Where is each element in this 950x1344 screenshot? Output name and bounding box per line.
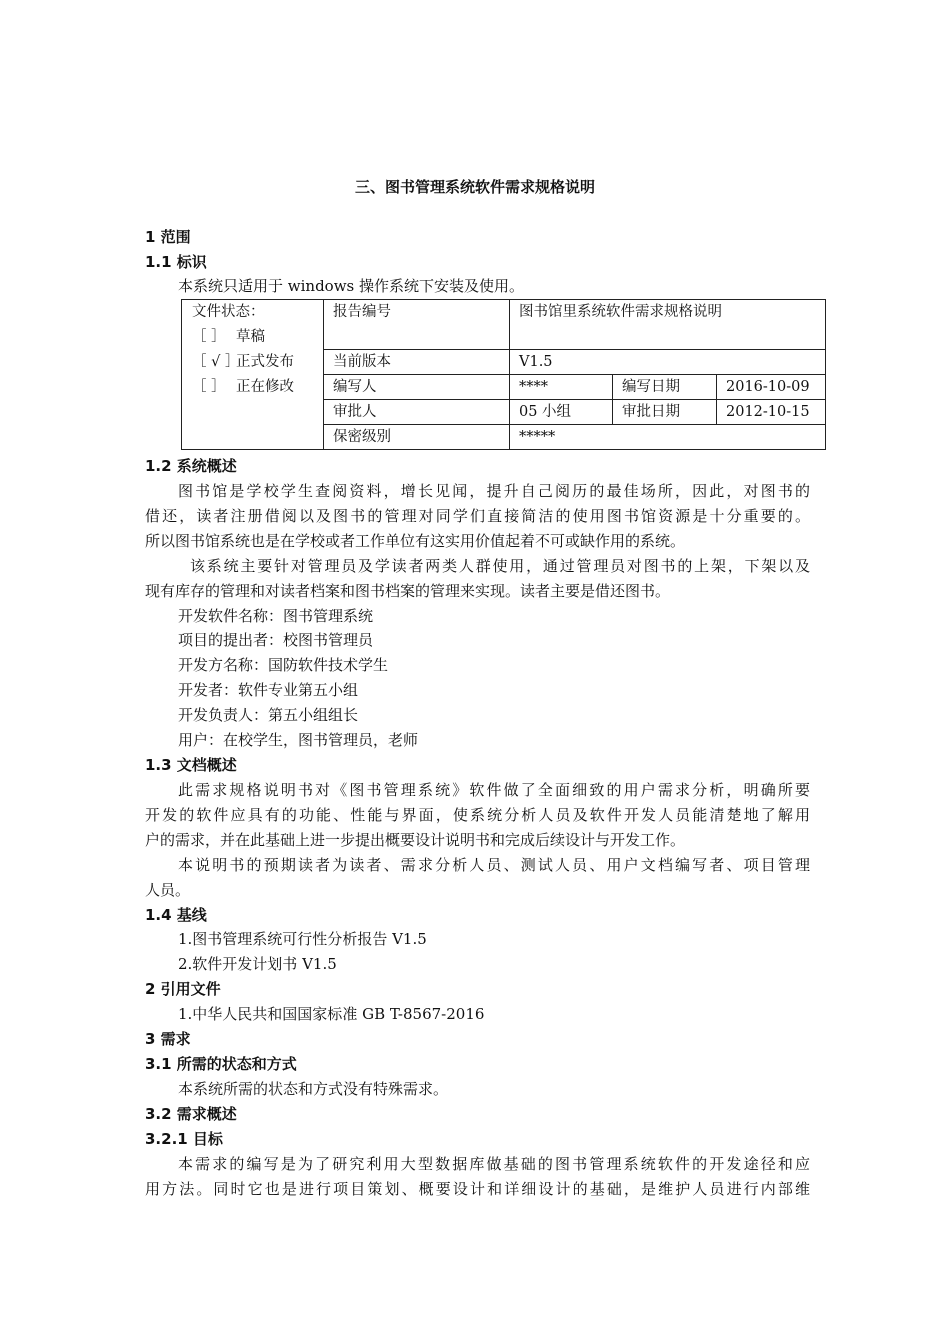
author-value: **** (510, 375, 613, 400)
section-heading-1-4: 1.4 基线 (145, 906, 207, 924)
write-date-label: 编写日期 (613, 375, 717, 400)
status-option-published (192, 350, 323, 375)
paragraph-line: 本说明书的预期读者为读者、需求分析人员、测试人员、用户文档编写者、项目管理 (178, 856, 810, 874)
secrecy-label: 保密级别 (324, 425, 510, 450)
status-option-label: 草稿 (236, 329, 265, 345)
file-status-label: 文件状态： (192, 304, 265, 320)
status-option-draft (192, 325, 323, 350)
report-no-label: 报告编号 (324, 300, 510, 350)
list-item: 2.软件开发计划书 V1.5 (178, 955, 337, 973)
checkbox-mark: ［ ］ (192, 379, 226, 395)
version-value: V1.5 (510, 350, 826, 375)
approve-date-label: 审批日期 (613, 400, 717, 425)
page-title: 三、图书管理系统软件需求规格说明 (354, 178, 595, 196)
paragraph-line: 开发的软件应具有的功能、性能与界面，使系统分析人员及软件开发人员能清楚地了解用 (145, 806, 810, 824)
section-heading-3-1: 3.1 所需的状态和方式 (145, 1055, 297, 1073)
section-heading-2: 2 引用文件 (145, 980, 221, 998)
paragraph-line: 所以图书馆系统也是在学校或者工作单位有这实用价值起着不可或缺作用的系统。 (145, 532, 686, 550)
list-item: 用户：在校学生，图书管理员，老师 (178, 731, 419, 749)
list-item: 项目的提出者：校图书管理员 (178, 631, 374, 649)
list-item: 1.图书管理系统可行性分析报告 V1.5 (178, 930, 427, 948)
author-label: 编写人 (324, 375, 510, 400)
report-no-value: 图书馆里系统软件需求规格说明 (510, 300, 826, 350)
list-item: 开发方名称：国防软件技术学生 (178, 656, 389, 674)
paragraph-line: 本需求的编写是为了研究利用大型数据库做基础的图书管理系统软件的开发途径和应 (178, 1155, 810, 1173)
version-label: 当前版本 (324, 350, 510, 375)
paragraph-line: 图书馆是学校学生查阅资料，增长见闻，提升自己阅历的最佳场所，因此，对图书的 (178, 482, 810, 500)
paragraph-line: 人员。 (145, 881, 191, 899)
checkbox-mark-checked: ［ √ ］ (192, 354, 240, 370)
list-item: 开发负责人：第五小组组长 (178, 706, 359, 724)
file-status-cell (182, 300, 324, 450)
paragraph-line: 借还，读者注册借阅以及图书的管理对同学们直接简洁的使用图书馆资源是十分重要的。 (145, 507, 810, 525)
approver-value: 05 小组 (510, 400, 613, 425)
paragraph-line: 此需求规格说明书对《图书管理系统》软件做了全面细致的用户需求分析，明确所要 (178, 781, 810, 799)
section-heading-1-3: 1.3 文档概述 (145, 756, 237, 774)
paragraph-line: 本系统所需的状态和方式没有特殊需求。 (178, 1080, 449, 1098)
paragraph-line: 户的需求，并在此基础上进一步提出概要设计说明书和完成后续设计与开发工作。 (145, 831, 686, 849)
approve-date-value: 2012-10-15 (717, 400, 826, 425)
section-heading-1-1: 1.1 标识 (145, 253, 207, 271)
section-heading-1-2: 1.2 系统概述 (145, 457, 237, 475)
section-heading-3: 3 需求 (145, 1030, 191, 1048)
approver-label: 审批人 (324, 400, 510, 425)
list-item: 开发软件名称：图书管理系统 (178, 607, 374, 625)
secrecy-value: ***** (510, 425, 826, 450)
section-heading-3-2: 3.2 需求概述 (145, 1105, 237, 1123)
paragraph-line: 本系统只适用于 windows 操作系统下安装及使用。 (178, 277, 525, 295)
status-option-label: 正式发布 (236, 354, 294, 370)
status-option-label: 正在修改 (236, 379, 294, 395)
checkbox-mark: ［ ］ (192, 329, 226, 345)
paragraph-line: 现有库存的管理和对读者档案和图书档案的管理来实现。读者主要是借还图书。 (145, 582, 671, 600)
paragraph-line: 该系统主要针对管理员及学读者两类人群使用，通过管理员对图书的上架，下架以及 (190, 557, 810, 575)
write-date-value: 2016-10-09 (717, 375, 826, 400)
list-item: 1.中华人民共和国国家标准 GB T-8567-2016 (178, 1005, 485, 1023)
section-heading-1: 1 范围 (145, 228, 191, 246)
section-heading-3-2-1: 3.2.1 目标 (145, 1130, 223, 1148)
document-info-table (181, 299, 826, 450)
status-option-editing (192, 375, 323, 400)
list-item: 开发者：软件专业第五小组 (178, 681, 359, 699)
paragraph-line: 用方法。同时它也是进行项目策划、概要设计和详细设计的基础，是维护人员进行内部维 (145, 1180, 810, 1198)
